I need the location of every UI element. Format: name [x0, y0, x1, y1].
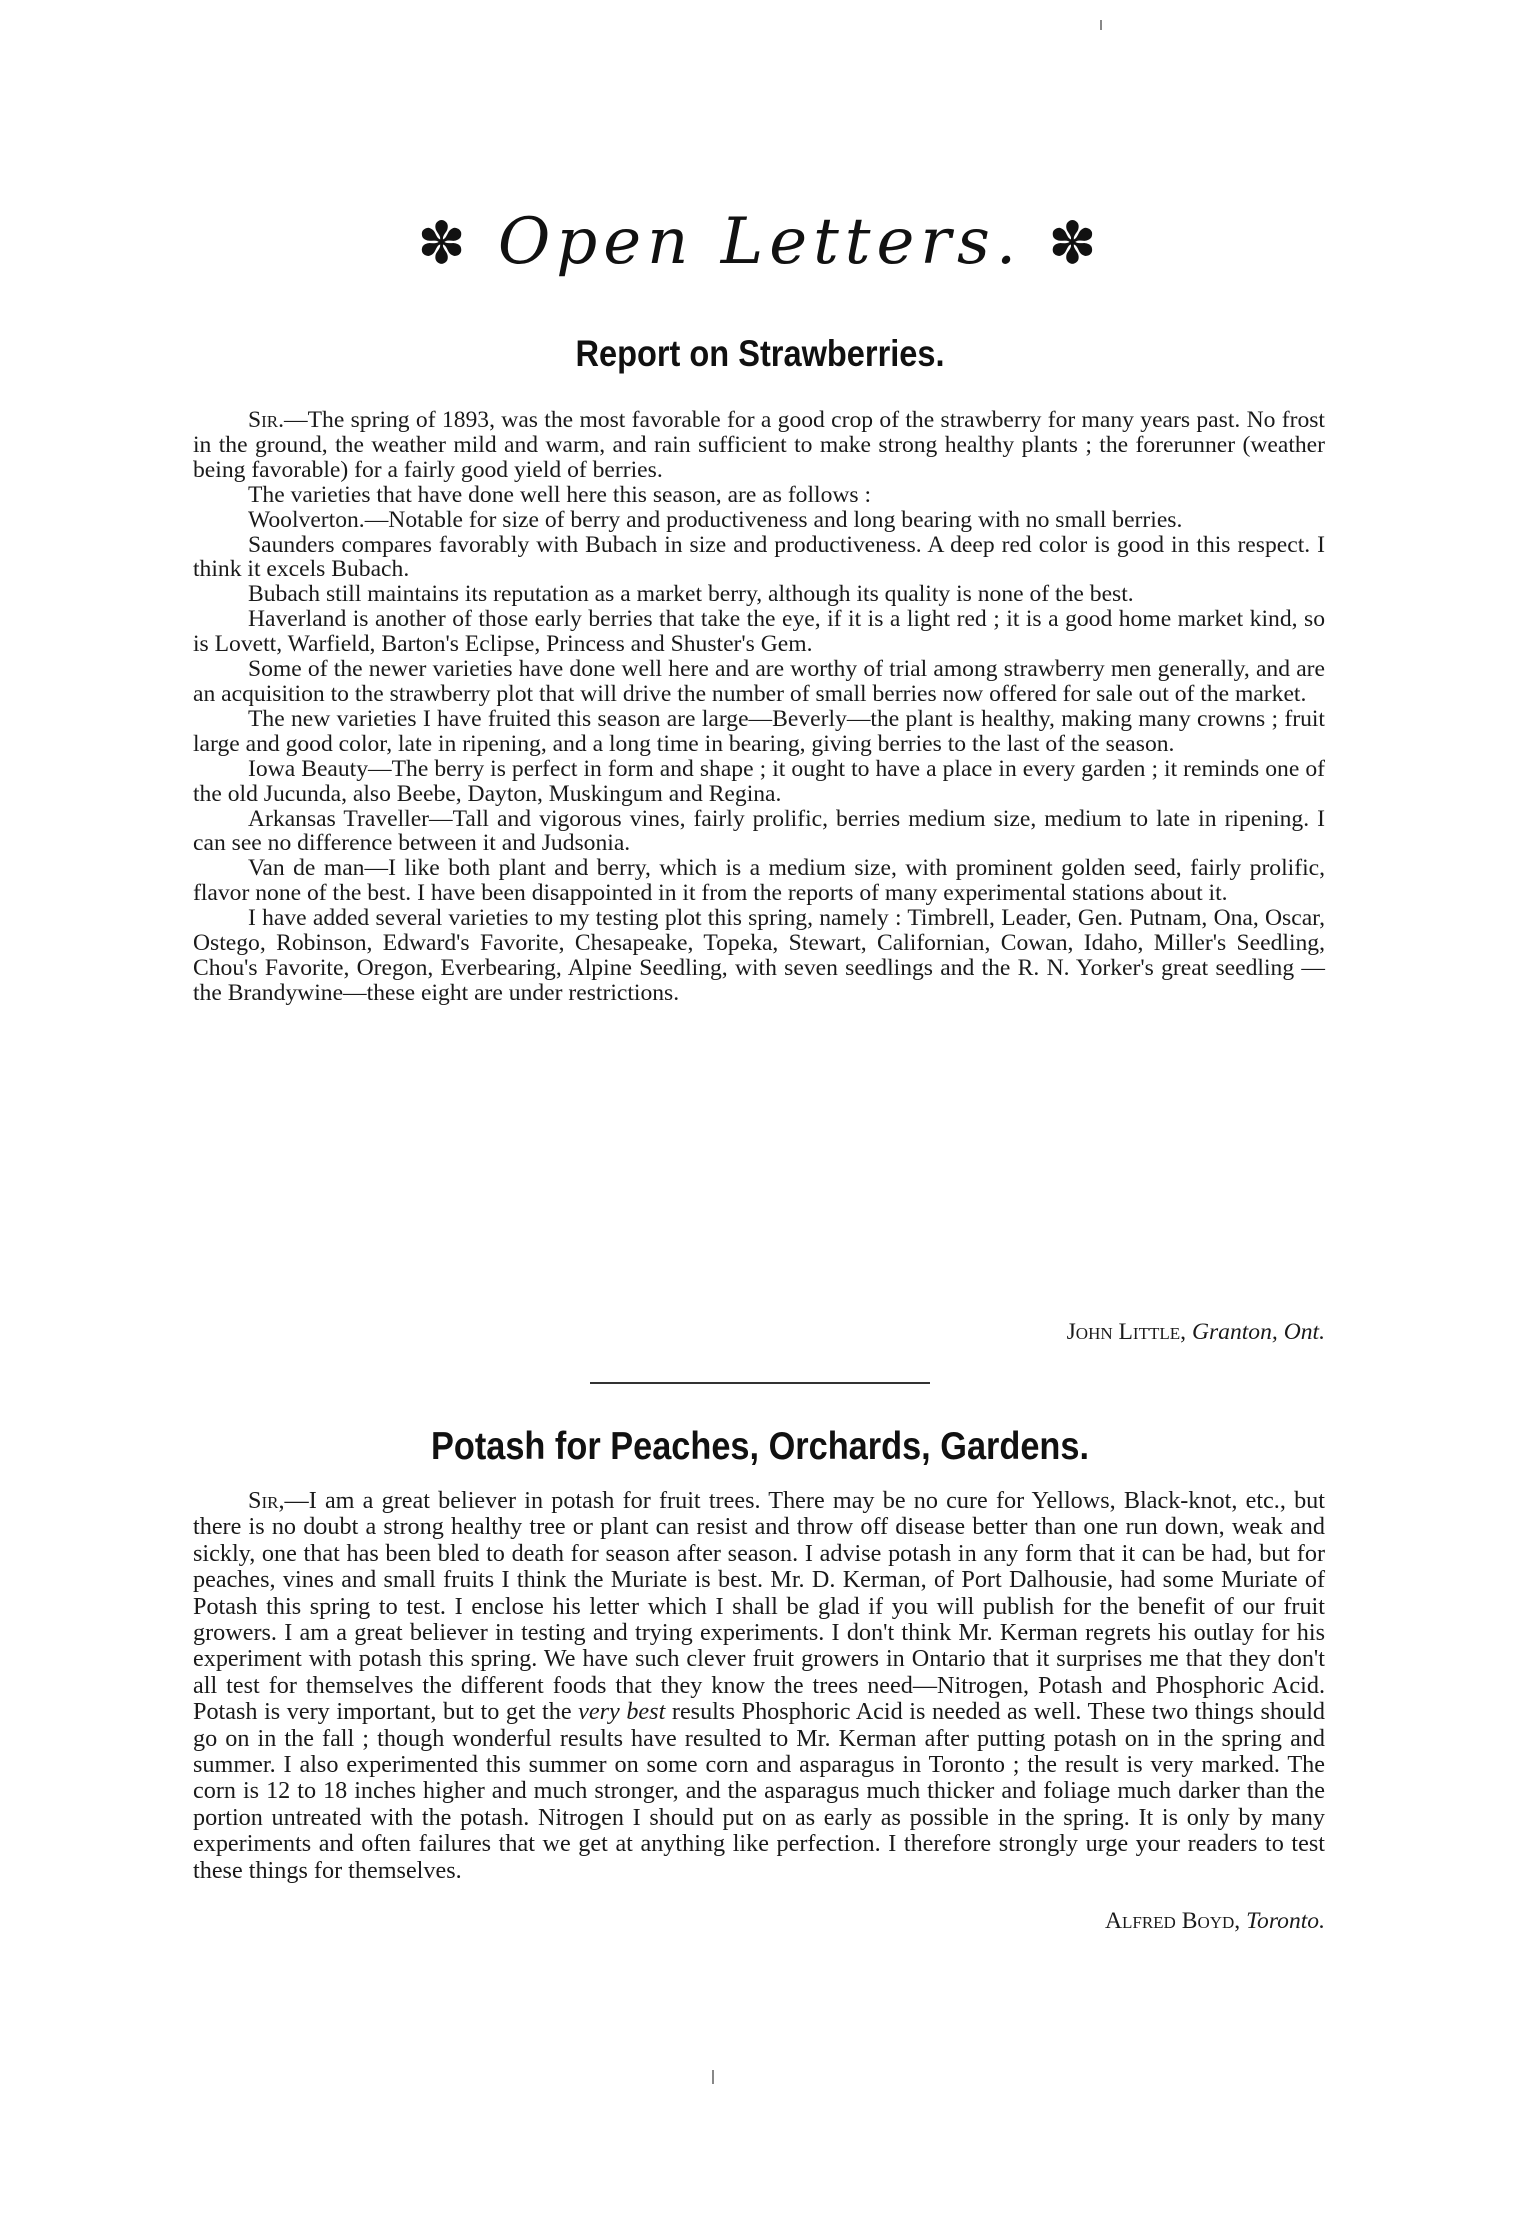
paragraph: The varieties that have done well here this season, are as follows : — [248, 481, 872, 508]
paragraph: Van de man—I like both plant and berry, which is a medium size, with prominent golden seed, fairly prolific, flavor none of the best. I have been disappointed in it from the reports of many experimental stations about it. — [193, 855, 1325, 907]
paragraph: Some of the newer varieties have done well here and are worthy of trial among strawberry men generally, and are an acquisition to the strawberry plot that will drive the number of small berries now offered for sale out of the market. — [193, 656, 1325, 707]
article-heading: Report on Strawberries. — [575, 333, 945, 374]
salutation: Sir, — [248, 1487, 285, 1514]
ornament-right-icon: ✽ — [1048, 209, 1103, 277]
emphasis: very best — [578, 1698, 666, 1726]
paragraph: I have added several varieties to my testing plot this spring, namely : Timbrell, Leader, Gen. Putnam, Ona, Oscar, Ostego, Robinson, Edward's Favorite, Chesapeake, Topeka, Stewart, Californian, Cowan, Idaho, Miller's Seedling, Chou's Favorite, Oregon, Everbearing, Alpine Seedling, with seven seedlings and the R. N. Yorker's great seedling —the Brandywine—these eight are under restrictions. — [193, 905, 1325, 1006]
signature — [193, 1319, 1325, 1346]
scan-speck — [1100, 20, 1102, 30]
article-body — [193, 1488, 1325, 1884]
section-divider — [590, 1382, 930, 1384]
signature-name: John Little, — [1066, 1319, 1187, 1345]
article-heading: Potash for Peaches, Orchards, Gardens. — [430, 1425, 1090, 1468]
signature-name: Alfred Boyd, — [1104, 1908, 1241, 1934]
signature-place: Granton, Ont. — [1191, 1319, 1325, 1345]
paragraph: Woolverton.—Notable for size of berry and productiveness and long bearing with no small berries. — [248, 506, 1183, 533]
scan-speck — [712, 2070, 714, 2084]
signature — [193, 1908, 1385, 1935]
paragraph: Sir,—I am a great believer in potash for fruit trees. There may be no cure for Yellows, Black-knot, etc., but there is no doubt a strong healthy tree or plant can resist and throw off disease better than one run down, weak and sickly, one that has been bled to death for season after season. I advise potash in any form that it can be had, but for peaches, vines and small fruits I think the Muriate is best. Mr. D. Kerman, of Port Dalhousie, had some Muriate of Potash this spring to test. I enclose his letter which I shall be glad if you will publish for the benefit of our fruit growers. I am a great believer in testing and trying experiments. I don't think Mr. Kerman regrets his outlay for his experiment with potash this spring. We have such clever fruit growers in Ontario that it surprises me that they don't all test for themselves the different foods that they know the trees need—Nitrogen, Potash and Phosphoric Acid. Potash is very important, but to get the very best results Phosphoric Acid is needed as well. These two things should go on in the fall ; though wonderful results have resulted to Mr. Kerman after putting potash on in the spring and summer. I also experimented this summer on some corn and asparagus in Toronto ; the result is very marked. The corn is 12 to 18 inches higher and much stronger, and the asparagus much thicker and foliage much darker than the portion untreated with the potash. Nitrogen I should put on as early as possible in the spring. It is only by many experiments and often failures that we get at anything like perfection. I therefore strongly urge your readers to test these things for themselves. — [193, 1487, 1326, 1884]
ornament-left-icon: ✽ — [417, 209, 472, 277]
salutation: Sir. — [248, 407, 285, 433]
paragraph: Bubach still maintains its reputation as a market berry, although its quality is none of the best. — [248, 581, 1134, 608]
paragraph: Iowa Beauty—The berry is perfect in form and shape ; it ought to have a place in every garden ; it reminds one of the old Jucunda, also Beebe, Dayton, Muskingum and Regina. — [193, 755, 1325, 807]
masthead-title: Open Letters. — [497, 205, 1023, 279]
paragraph: Sir.—The spring of 1893, was the most favorable for a good crop of the strawberry for many years past. No frost in the ground, the weather mild and warm, and rain sufficient to make strong healthy plants ; the forerunner (weather being favorable) for a fairly good yield of berries. — [193, 407, 1325, 483]
paragraph: Arkansas Traveller—Tall and vigorous vines, fairly prolific, berries medium size, medium to late in ripening. I can see no difference between it and Judsonia. — [193, 805, 1325, 857]
section-masthead — [0, 205, 1520, 279]
article-body — [193, 408, 1325, 1006]
paragraph: Haverland is another of those early berries that take the eye, if it is a light red ; it is a good home market kind, so is Lovett, Warfield, Barton's Eclipse, Princess and Shuster's Gem. — [193, 606, 1325, 658]
paragraph: The new varieties I have fruited this season are large—Beverly—the plant is healthy, making many crowns ; fruit large and good color, late in ripening, and a long time in bearing, giving berries to the last of the season. — [193, 705, 1325, 757]
signature-place: Toronto. — [1246, 1908, 1325, 1934]
paragraph: Saunders compares favorably with Bubach in size and productiveness. A deep red color is good in this respect. I think it excels Bubach. — [193, 531, 1325, 583]
